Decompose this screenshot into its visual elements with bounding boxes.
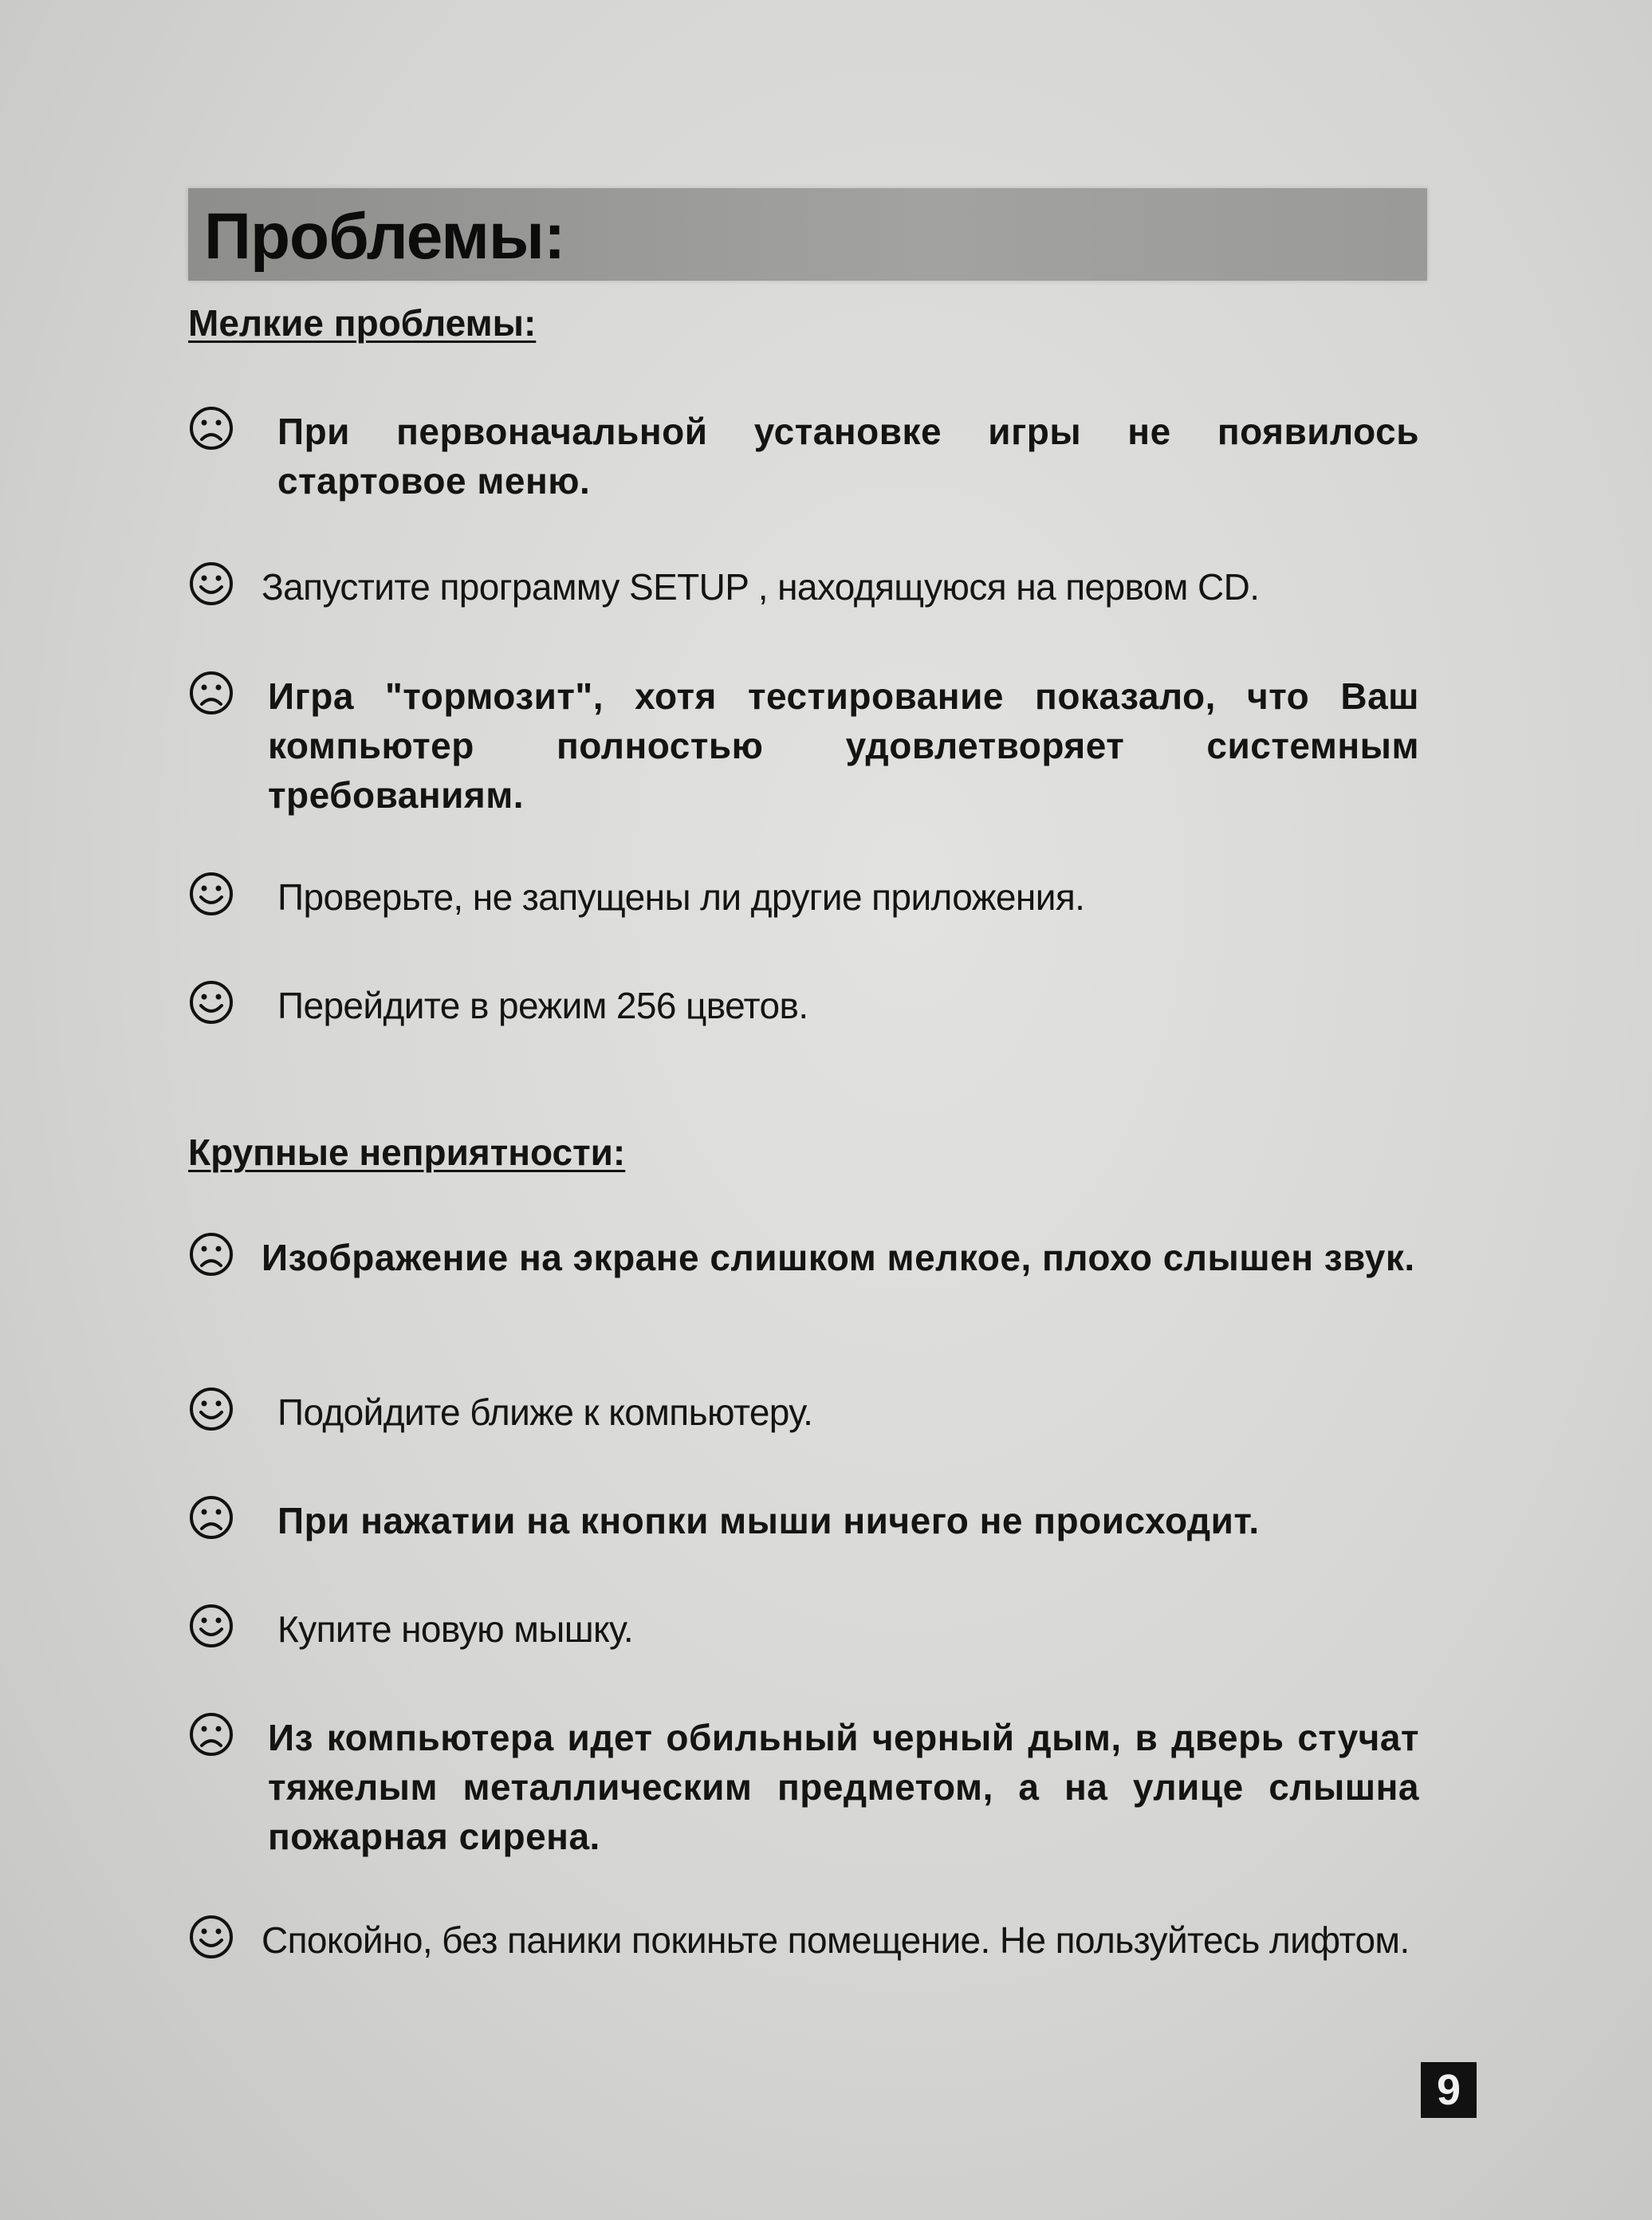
solution-text: Подойдите ближе к компьютеру. bbox=[277, 1391, 813, 1433]
problem-text: Изображение на экране слишком мелкое, плохо слышен звук. bbox=[262, 1237, 1415, 1278]
page-title-bar bbox=[188, 188, 1427, 281]
problem-text: Из компьютера идет обильный черный дым, в дверь стучат тяжелым металлическим предметом, а на улице слышна пожарная сирена. bbox=[268, 1717, 1419, 1857]
smiley-face-icon bbox=[188, 1386, 234, 1432]
smiley-face-icon bbox=[188, 1914, 234, 1960]
problem-text: При нажатии на кнопки мыши ничего не происходит. bbox=[277, 1500, 1260, 1541]
solution-text: Запустите программу SETUP , находящуюся на первом CD. bbox=[262, 566, 1260, 608]
section-heading-minor-problems: Мелкие проблемы: bbox=[188, 302, 537, 344]
sad-face-icon bbox=[188, 670, 234, 716]
solution-text: Купите новую мышку. bbox=[277, 1608, 634, 1650]
sad-face-icon bbox=[188, 1711, 234, 1758]
problem-text: При первоначальной установке игры не появилось стартовое меню. bbox=[277, 411, 1419, 502]
problem-text: Игра "тормозит", хотя тестирование показало, что Ваш компьютер полностью удовлетворяет системным требованиям. bbox=[268, 675, 1419, 816]
sad-face-icon bbox=[188, 405, 234, 451]
page-title: Проблемы: bbox=[204, 200, 565, 273]
smiley-face-icon bbox=[188, 871, 234, 917]
smiley-face-icon bbox=[188, 979, 234, 1025]
sad-face-icon bbox=[188, 1494, 234, 1541]
page-number: 9 bbox=[1421, 2062, 1477, 2118]
smiley-face-icon bbox=[188, 1603, 234, 1649]
solution-text: Перейдите в режим 256 цветов. bbox=[277, 985, 808, 1026]
smiley-face-icon bbox=[188, 561, 234, 607]
sad-face-icon bbox=[188, 1231, 234, 1277]
solution-text: Спокойно, без паники покиньте помещение. Не пользуйтесь лифтом. bbox=[262, 1919, 1410, 1961]
solution-text: Проверьте, не запущены ли другие приложения. bbox=[277, 876, 1085, 918]
section-heading-major-troubles: Крупные неприятности: bbox=[188, 1132, 626, 1173]
